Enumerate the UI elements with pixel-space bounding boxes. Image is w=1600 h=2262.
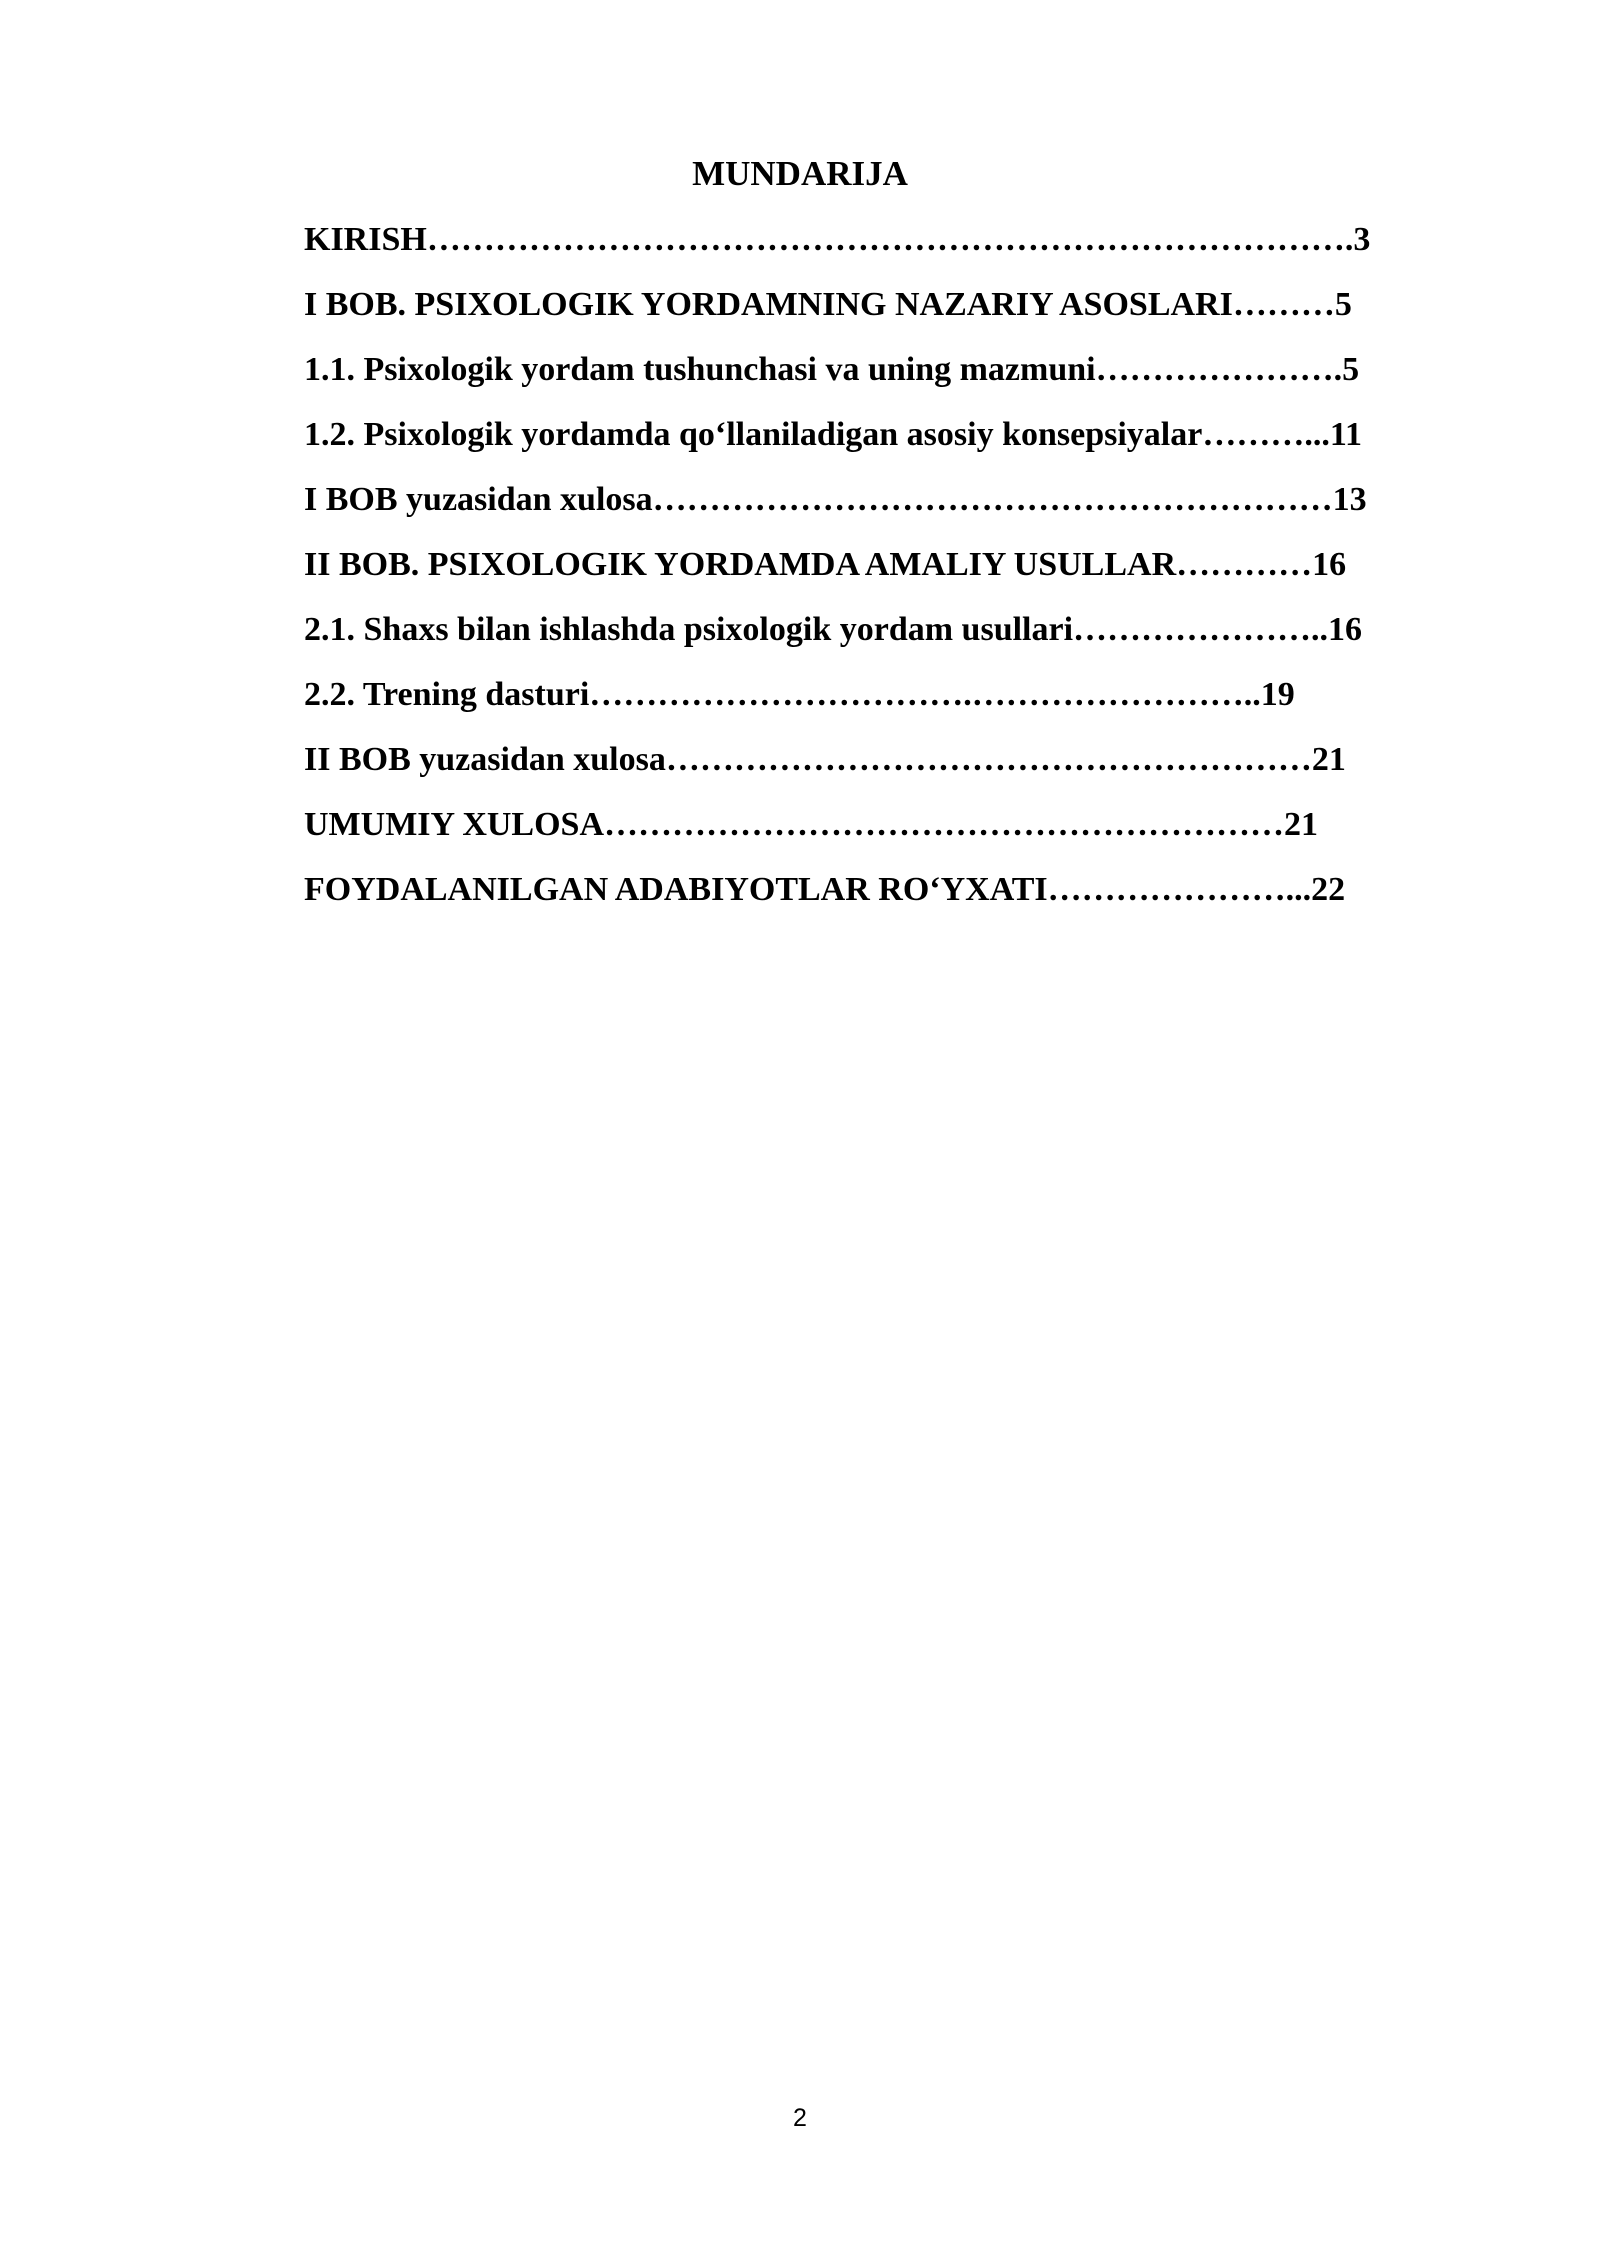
- toc-entry-section-1-2: 1.2. Psixologik yordamda qo‘llaniladigan asosiy konsepsiyalar………...11: [304, 416, 1362, 453]
- toc-entry-introduction: KIRISH……………………………………………………………………….3: [304, 221, 1371, 258]
- table-of-contents: [304, 218, 1504, 933]
- toc-entry-chapter-2: II BOB. PSIXOLOGIK YORDAMDA AMALIY USULLAR…………16: [304, 546, 1347, 583]
- toc-title: MUNDARIJA: [692, 154, 908, 193]
- page-number: 2: [793, 2104, 807, 2132]
- toc-entry-chapter-1: I BOB. PSIXOLOGIK YORDAMNING NAZARIY ASOSLARI………5: [304, 286, 1352, 323]
- toc-entry-chapter-2-conclusion: II BOB yuzasidan xulosa…………………………………………………21: [304, 741, 1346, 778]
- toc-entry-section-1-1: 1.1. Psixologik yordam tushunchasi va uning mazmuni………………….5: [304, 351, 1360, 388]
- toc-entry-references: FOYDALANILGAN ADABIYOTLAR RO‘YXATI…………………...22: [304, 871, 1346, 908]
- toc-entry-chapter-1-conclusion: I BOB yuzasidan xulosa……………………………………………………13: [304, 481, 1367, 518]
- toc-entry-section-2-2: 2.2. Trening dasturi…………………………….……………………..19: [304, 676, 1295, 713]
- toc-entry-section-2-1: 2.1. Shaxs bilan ishlashda psixologik yordam usullari…………………..16: [304, 611, 1363, 648]
- toc-entry-general-conclusion: UMUMIY XULOSA……………………………………………………21: [304, 806, 1319, 843]
